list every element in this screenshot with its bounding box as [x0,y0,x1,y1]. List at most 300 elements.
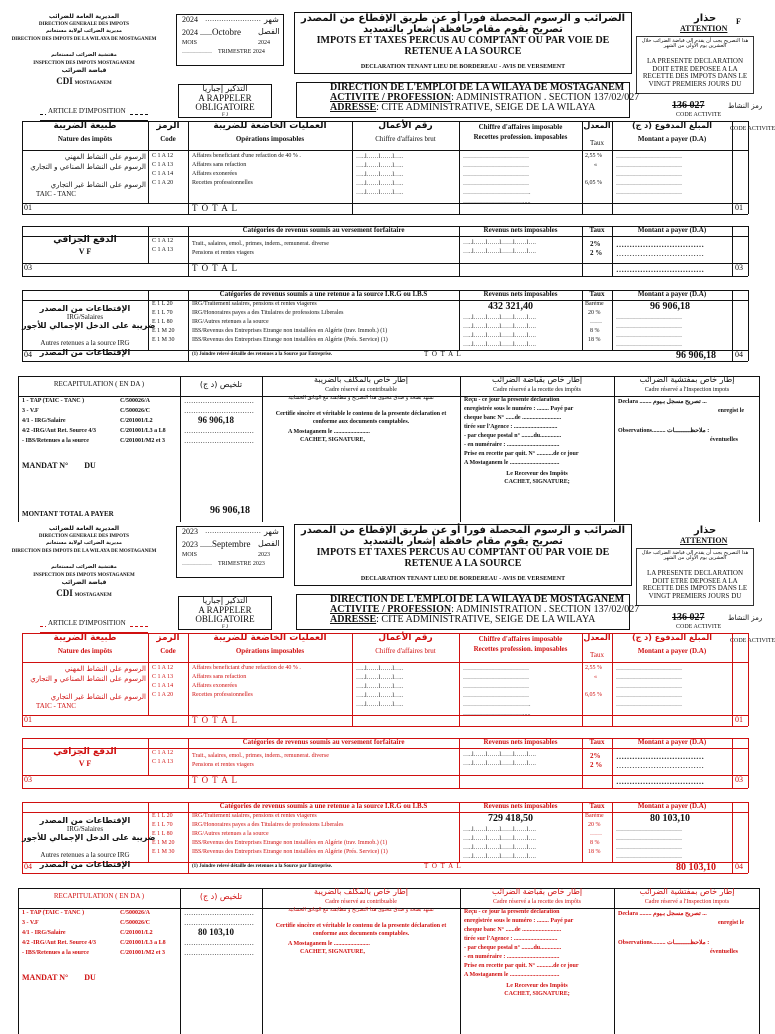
recette-title-ar: إطار خاص بقباضة الضرائب [491,887,583,896]
mandat-label: MANDAT N° DU [22,973,96,982]
subtitle-fr: DECLARATION TENANT LIEU DE BORDEREAU - AVIS DE VERSEMENT [360,576,566,582]
activite-value[interactable]: : ADMINISTRATION . SECTION 137/02/027 [451,92,640,103]
taux-row: 2 % [590,249,603,257]
ops-row: IRG/Autres retenues a la source [192,831,269,837]
taux-row: 8 % [590,840,600,846]
taux-row: 2,55 % [585,153,602,159]
rappel-ar: التذكير إجباريا [202,596,248,605]
ops-row: Affaires exonerées [192,171,238,177]
col-cai: Chiffre d'affaires imposable [478,123,563,131]
col-code: Code [160,135,176,143]
ca-dots[interactable]: …..l……l……l….. …..l……l……l….. …..l……l……l….. …..l……l……l….. …..l……l……l….. [356,666,404,708]
section3-note: (1) Joindre relevé détaille des retenues a la Source par Entreprise. [192,352,333,357]
code-activite-num[interactable]: 136 027 [672,612,705,623]
code-row: C 1 A 12 [152,665,174,671]
col-rec: Recettes profession. imposables [473,133,568,141]
code-activite-ar: رمز النشاط [728,102,763,110]
code-row: C 1 A 12 [152,238,174,244]
code-row: E 1 M 30 [152,337,175,343]
recap-row-code: C/201001/M2 et 3 [120,950,165,956]
recap-row-label: 4/1 - IRG/Salaire [22,930,66,936]
section2-col-rni: Revenus nets imposables [483,226,558,234]
inspection-ar: مفتشية الضرائب لمستغانم [51,564,117,570]
section2-col-rni: Revenus nets imposables [483,738,558,746]
title-ar-2: تصريح يقوم مقام حافظة إشعار بالتسديد [363,536,563,547]
cai-dots[interactable]: …………………………… …………………………… …………………………… …………………………… ……………………………. …………………………..... [463,154,531,205]
code-activite: CODE ACTIVITE [730,638,775,644]
recette-line: tirée sur l'Agence : ............................. [464,424,558,430]
recette-line: cheque banc N° ......de .......................... [464,415,562,421]
attention-label: ATTENTION [680,536,728,545]
contrib-cachet: CACHET, SIGNATURE, [300,949,365,955]
taux-row: 2% [590,752,601,760]
ops-row: Trait., salaires, emol., primes, indem., remunerat. diverse [192,241,329,247]
code-activite-sub: CODE ACTIVITE [676,624,722,630]
recap-row-value[interactable]: 80 103,10 [198,927,234,937]
code-row: E 1 L 80 [152,319,173,325]
inspection-eventuelles: éventuelles [710,949,738,955]
col-code-ar: الرمز [156,121,180,131]
montant-dots[interactable]: …………………………… …………………………… …………………………… …………………………… [616,827,682,860]
dir-wilaya-ar: مديرية الضرائب لولاية مستغانم [46,540,122,546]
contrib-lieu: A Mostaganem le ........................ [288,941,370,947]
inspection: INSPECTION DES IMPOTS MOSTAGANEM [33,573,135,578]
dir-general: DIRECTION GENERALE DES IMPOTS [38,534,130,539]
section3-col-taux: Taux [589,802,605,810]
recette-line: A Mostaganem le ................................. [464,460,560,466]
code-activite-num[interactable]: 136 027 [672,100,705,111]
recap-row-value[interactable]: ………………………… [184,437,254,445]
taux-row: Barème [585,301,604,307]
recette-line: Prise en recette par quit. N° ...........de ce jour [464,451,579,457]
col-taux: Taux [590,139,604,147]
code-row: C 1 A 13 [152,759,174,765]
section2-total: T O T A L [192,263,239,273]
year-2: 2024 [182,28,198,37]
recap-row-label: - IBS/Retenues a la source [22,438,89,444]
recap-title-ar: تلخيص (د ج) [199,380,243,389]
taux-row: 18 % [588,849,601,855]
code-row: E 1 M 30 [152,849,175,855]
recap-row-code: C/500026/A [120,398,150,404]
code-row: E 1 L 70 [152,822,173,828]
irg-ar-3: الإقتطاعات من المصدر [39,860,131,869]
recette-line: Reçu - ce jour la presente déclaration [464,397,560,403]
attention-ar: حذار [694,525,717,536]
year[interactable]: 2023 [182,527,198,536]
irg-autres: Autres retenues a la source IRG [40,851,130,859]
title-fr: IMPOTS ET TAXES PERCUS AU COMPTANT OU PAR VOIE DE RETENUE A LA SOURCE [316,547,610,569]
code-row: E 1 L 20 [152,301,173,307]
irg-autres: Autres retenues a la source IRG [40,339,130,347]
row-num-01: 01 [24,203,32,212]
year[interactable]: 2024 [182,15,198,24]
code-row: C 1 A 13 [152,674,174,680]
taux-row: « [594,674,597,680]
activite-value[interactable]: : ADMINISTRATION . SECTION 137/02/027 [451,604,640,615]
contrib-title: Cadre réservé au contribuable [325,387,397,393]
trimestre-label: TRIMESTRE 2024 [218,49,265,55]
nature-taic: TAIC - TANC [36,190,76,198]
recette-ar: قباضة الضرائب [61,579,107,586]
recap-row-value[interactable]: ………………………… [184,397,254,405]
ops-row: Affaires exonerées [192,683,238,689]
col-montant-ar: المبلغ المدفوع (د ج) [631,121,713,130]
row-num-01-right: 01 [735,715,743,724]
ops-row: Pensions et rentes viagers [192,250,254,256]
code-row: E 1 M 20 [152,328,175,334]
col-ca-ar: رقم الأعمال [378,121,433,131]
section3-header: Catégories de revenus soumis a une retenue a la source I.R.G ou I.B.S [219,290,428,298]
col-nature: Nature des impôts [57,135,113,143]
rni-dots[interactable]: …..l……l……l……l……l…. …..l……l……l……l……l…. …..l……l……l……l……l…. …..l……l……l……l……l…. [463,827,536,860]
inspection-declaration: Declara ........ تصريح مسجل بـيوم ... [618,911,707,917]
nature-line-2: الرسوم على النشاط الصناعي و التجاري [30,163,146,171]
col-ca-ar: رقم الأعمال [378,633,433,643]
taux-row: 8 % [590,328,600,334]
recette-line: enregistrée sous le numéro : ........ Payé par [464,406,574,412]
direction-line: DIRECTION DE L'EMPLOI DE LA WILAYA DE MOSTAGANEM [330,82,625,93]
section1-total: T O T A L [192,715,239,725]
col-montant: Montant a payer (D.A) [637,647,707,655]
code-row: C 1 A 20 [152,692,174,698]
ops-row: Trait., salaires, emol., primes, indem., remunerat. diverse [192,753,329,759]
row-num-01-right: 01 [735,203,743,212]
ops-row: IBS/Revenus des Entreprises Etrange non installées en Algérie (trav. Immob.) (1) [192,328,388,334]
recette-line: - en numéraire : ................................... [464,954,560,960]
ops-row: IRG/Honoraires payes a des Titulaires de professions Liberales [192,310,344,316]
code-row: E 1 L 20 [152,813,173,819]
irg-salaires: IRG/Salaires [66,825,104,833]
inspection-enregistre: enregist le [718,408,745,414]
recap-row-code: C/201001/L3 a L8 [120,428,166,434]
contrib-lieu: A Mostaganem le ........................ [288,429,370,435]
inspection-observations: Observations......... ملاحظـــــــــات : [618,428,710,434]
vf-montant-dots[interactable]: …………………………… …………………………… [616,240,704,258]
section3-header: Catégories de revenus soumis a une retenue a la source I.R.G ou I.B.S [219,802,428,810]
code-row: C 1 A 14 [152,683,174,689]
col-ca: Chiffre d'affaires brut [375,647,436,655]
inspection-ar: مفتشية الضرائب لمستغانم [51,52,117,58]
section2-col-taux: Taux [589,738,605,746]
inspection-title: Cadre réservé a l'Inspection impots [644,387,730,393]
taux-row: 2 % [590,761,603,769]
ops-row: IBS/Revenus des Entreprises Etrange non installées en Algérie (trav. Immob.) (1) [192,840,388,846]
dir-general-ar: المديرية العامة للضرائب [48,13,120,20]
montant-total-label: MONTANT TOTAL A PAYER [22,510,114,518]
tax-declaration-form1: المديرية العامة للضرائب DIRECTION GENERALE DES IMPOTS مديرية الضرائب لولاية مستغانم DIRECTION DES IMPOTS DE LA WILAYA DE MOSTAGANEM مفتشية الضرائب لمستغانم INSPECTION DES IMPOTS MOSTAGANEM قباضة الضرائب CDI MOSTAGANEM 2024 …………………… شهر 2024 ......Octobre الفصل MOIS 2024 …………… TRIMESTRE 2024 الضرائب و الرسوم المحصلة فورا أو عن طريق الإقطاع من المصدر تصريح يقوم مقام حافظة إشعار بالتسديد IMPOTS ET TAXES PERCUS AU COMPTANT OU PAR VOIE DE RETENUE A LA SOURCE DECLARATION TENANT LIEU DE BORDEREAU - AVIS DE VERSEMENT حذار F ATTENTION هذا التصريح يجب أن يقدم إلى قباضة الضرائب خلال العشرين يوم الأولى من الشهر LA PRESENTE DECLARATION DOIT ETRE DEPOSEE A LA RECETTE DES IMPOTS DANS LE VINGT PREMIERS JOURS DU التذكير إجباريا A RAPPELER OBLIGATOIRE F J DIRECTION DE L'EMPLOI DE LA WILAYA DE MOSTAGANEM ACTIVITE / PROFESSION: ADMINISTRATION . SECTION 137/02/027 ADRESSE: CITE ADMINISTRATIVE, SEIGE DE LA WILAYA 136 027 رمز النشاط CODE ACTIVITE CODE ACTIVITE ARTICLE D'IMPOSITION طبيعة الضريبة Nature des impôts الرمز Code العمليات الخاضعة للضريبة Opérations imposables رقم الأعمال Chiffre d'affaires brut Chiffre d'affaires imposable Recettes profession. imposables المعدل Taux المبلغ المدفوع (د ج) Montant a payer (D.A) الرسوم على النشاط المهني الرسوم على النشاط الصناعي و التجاري الرسوم على النشاط غير التجاري TAIC - TANC C 1 A 12 C 1 A 13 C 1 A 14 C 1 A 20 Affaires beneficiant d'une refaction de 40 % . Affaires sans refaction Affaires exonerées Recettes professionnelles …..l……l……l….. …..l……l……l….. …..l……l……l….. …..l……l……l….. …..l……l……l….. …………………………… …………………………… …………………………… …………………………… ……………………………. …………………………..... 2,55 % « 6,05 % …………………………… …………………………… …………………………… …………………………… …………………………… T O T A L 01 01 Catégories de revenus soumis au versement forfaitaire Revenus nets imposables Taux Montant a payer (D.A) الدفع الجزافي V F C 1 A 12 C 1 A 13 Trait., salaires, emol., primes, indem., remunerat. diverse Pensions et rentes viagers …..l……l……l……l……l…. …..l……l……l……l……l…. 2% 2 % …………………………… …………………………… T O T A L …………………………… 03 03 Catégories de revenus soumis a une retenue a la source I.R.G ou I.B.S Revenus nets imposables Taux Montant a payer (D.A) الإقتطاعات من المصدر IRG/Salaires ضريبة على الدخل الإجمالي للأجور Autres retenues a la source IRG الإقتطاعات من المصدر E 1 L 20 E 1 L 70 E 1 L 80 E 1 M 20 E 1 M 30 IRG/Traitement salaires, pensions et rentes viageres IRG/Honoraires payes a des Titulaires de professions Liberales IRG/Autres retenues a la source IBS/Revenus des Entreprises Etrange non installées en Algérie (trav. Immob.) (1) IBS/Revenus des Entreprises Etrange non installées en Algérie (Prés. Service) (1) (1) Joindre relevé détaille des retenues a la Source par Entreprise. T O T A L 432 321,40 …..l……l……l……l……l…. …..l……l……l……l……l…. …..l……l……l……l……l…. …..l……l……l……l……l…. Barème 20 % …… 8 % 18 % 96 906,18 …………………………… …………………………… …………………………… …………………………… 96 906,18 04 04 RECAPITULATION ( EN DA ) تلخيص (د ج) إطار خاص بالمكلف بالضريبة Cadre réservé au contribuable إطار خاص بقباضة الضرائب Cadre réservé a la recette des impôts إطار خاص بمفتشية الضرائب Cadre réservé a l'Inspection impots 1 - TAP (TAIC - TANC ) C/500026/A ………………………… 3 - V.F C/500026/C ………………………… 4/1 - IRG/Salaire C/201001/L2 96 906,18 4/2 -IRG/Aut Ret. Source 4/3 C/201001/L3 a L8 ………………………… - IBS/Retenues a la source C/201001/M2 et 3 ………………………… MANDAT N° DU MONTANT TOTAL A PAYER 96 906,18 نشهد بصحة و صدق محتوى هذا التصريح و مطابقته مع الوثائق الحسابية Certifie sincère et véritable le contenu de la presente déclaration et conforme aux documents comptables. A Mostaganem le ........................ CACHET, SIGNATURE, Reçu - ce jour la presente déclaration enregistrée sous le numéro : ........ Payé par cheque banc N° ......de .......................... tirée sur l'Agence : ............................. - par cheque postal n° ........du.............. - en numéraire : ................................... Prise en recette par quit. N° ...........de ce jour A Mostaganem le ................................. Le Receveur des Impôts CACHET, SIGNATURE; Declara ........ تصريح مسجل بـيوم ... enregist le Observations......... ملاحظـــــــــات : éventuelles [0,0,768,512]
dir-wilaya: DIRECTION DES IMPOTS DE LA WILAYA DE MOSTAGANEM [11,37,157,42]
taux-row: …… [590,831,602,837]
row-num-03: 03 [24,263,32,272]
ops-row: IRG/Honoraires payes a des Titulaires de professions Liberales [192,822,344,828]
recap-title: RECAPITULATION ( EN DA ) [53,380,145,388]
recap-row-code: C/201001/M2 et 3 [120,438,165,444]
month-name[interactable]: Octobre [212,27,241,37]
recap-row-code: C/500026/C [120,920,150,926]
inspection-title: Cadre réservé a l'Inspection impots [644,899,730,905]
row-num-04: 04 [24,862,32,871]
recap-row-code: C/201001/L2 [120,418,153,424]
code-row: E 1 M 20 [152,840,175,846]
article-label: ARTICLE D'IMPOSITION [48,619,126,627]
col-rec: Recettes profession. imposables [473,645,568,653]
vf: V F [78,247,92,256]
attention-text-ar: هذا التصريح يجب أن يقدم إلى قباضة الضرائب خلال العشرين يوم الأولى من الشهر [641,550,749,562]
row-num-04: 04 [24,350,32,359]
inspection: INSPECTION DES IMPOTS MOSTAGANEM [33,61,135,66]
code-row: E 1 L 80 [152,831,173,837]
irg-ar-3: الإقتطاعات من المصدر [39,348,131,357]
rni-dots[interactable]: …..l……l……l……l……l…. …..l……l……l……l……l…. [463,752,536,767]
tax-declaration-form2: المديرية العامة للضرائب DIRECTION GENERALE DES IMPOTS مديرية الضرائب لولاية مستغانم DIRECTION DES IMPOTS DE LA WILAYA DE MOSTAGANEM مفتشية الضرائب لمستغانم INSPECTION DES IMPOTS MOSTAGANEM قباضة الضرائب CDI MOSTAGANEM 2023 …………………… شهر 2023 ......Septembre الفصل MOIS 2023 …………… TRIMESTRE 2023 الضرائب و الرسوم المحصلة فورا أو عن طريق الإقطاع من المصدر تصريح يقوم مقام حافظة إشعار بالتسديد IMPOTS ET TAXES PERCUS AU COMPTANT OU PAR VOIE DE RETENUE A LA SOURCE DECLARATION TENANT LIEU DE BORDEREAU - AVIS DE VERSEMENT حذار ATTENTION هذا التصريح يجب أن يقدم إلى قباضة الضرائب خلال العشرين يوم الأولى من الشهر LA PRESENTE DECLARATION DOIT ETRE DEPOSEE A LA RECETTE DES IMPOTS DANS LE VINGT PREMIERS JOURS DU التذكير إجباريا A RAPPELER OBLIGATOIRE F J DIRECTION DE L'EMPLOI DE LA WILAYA DE MOSTAGANEM ACTIVITE / PROFESSION: ADMINISTRATION . SECTION 137/02/027 ADRESSE: CITE ADMINISTRATIVE, SEIGE DE LA WILAYA 136 027 رمز النشاط CODE ACTIVITE CODE ACTIVITE ARTICLE D'IMPOSITION طبيعة الضريبة Nature des impôts الرمز Code العمليات الخاضعة للضريبة Opérations imposables رقم الأعمال Chiffre d'affaires brut Chiffre d'affaires imposable Recettes profession. imposables المعدل Taux المبلغ المدفوع (د ج) Montant a payer (D.A) الرسوم على النشاط المهني الرسوم على النشاط الصناعي و التجاري الرسوم على النشاط غير التجاري TAIC - TANC C 1 A 12 C 1 A 13 C 1 A 14 C 1 A 20 Affaires beneficiant d'une refaction de 40 % . Affaires sans refaction Affaires exonerées Recettes professionnelles …..l……l……l….. …..l……l……l….. …..l……l……l….. …..l……l……l….. …..l……l……l….. …………………………… …………………………… …………………………… …………………………… ……………………………. …………………………..... 2,55 % « 6,05 % …………………………… …………………………… …………………………… …………………………… …………………………… T O T A L 01 01 Catégories de revenus soumis au versement forfaitaire Revenus nets imposables Taux Montant a payer (D.A) الدفع الجزافي V F C 1 A 12 C 1 A 13 Trait., salaires, emol., primes, indem., remunerat. diverse Pensions et rentes viagers …..l……l……l……l……l…. …..l……l……l……l……l…. 2% 2 % …………………………… …………………………… T O T A L …………………………… 03 03 Catégories de revenus soumis a une retenue a la source I.R.G ou I.B.S Revenus nets imposables Taux Montant a payer (D.A) الإقتطاعات من المصدر IRG/Salaires ضريبة على الدخل الإجمالي للأجور Autres retenues a la source IRG الإقتطاعات من المصدر E 1 L 20 E 1 L 70 E 1 L 80 E 1 M 20 E 1 M 30 IRG/Traitement salaires, pensions et rentes viageres IRG/Honoraires payes a des Titulaires de professions Liberales IRG/Autres retenues a la source IBS/Revenus des Entreprises Etrange non installées en Algérie (trav. Immob.) (1) IBS/Revenus des Entreprises Etrange non installées en Algérie (Prés. Service) (1) (1) Joindre relevé détaille des retenues a la Source par Entreprise. T O T A L 729 418,50 …..l……l……l……l……l…. …..l……l……l……l……l…. …..l……l……l……l……l…. …..l……l……l……l……l…. Barème 20 % …… 8 % 18 % 80 103,10 …………………………… …………………………… …………………………… …………………………… 80 103,10 04 04 RECAPITULATION ( EN DA ) تلخيص (د ج) إطار خاص بالمكلف بالضريبة Cadre réservé au contribuable إطار خاص بقباضة الضرائب Cadre réservé a la recette des impôts إطار خاص بمفتشية الضرائب Cadre réservé a l'Inspection impots 1 - TAP (TAIC - TANC ) C/500026/A ………………………… 3 - V.F C/500026/C ………………………… 4/1 - IRG/Salaire C/201001/L2 80 103,10 4/2 -IRG/Aut Ret. Source 4/3 C/201001/L3 a L8 ………………………… - IBS/Retenues a la source C/201001/M2 et 3 ………………………… MANDAT N° DU نشهد بصحة و صدق محتوى هذا التصريح و مطابقته مع الوثائق الحسابية Certifie sincère et véritable le contenu de la presente déclaration et conforme aux documents comptables. A Mostaganem le ........................ CACHET, SIGNATURE, Reçu - ce jour la presente déclaration enregistrée sous le numéro : ........ Payé par cheque banc N° ......de .......................... tirée sur l'Agence : ............................. - par cheque postal n° ........du.............. - en numéraire : ................................... Prise en recette par quit. N° ...........de ce jour A Mostaganem le ................................. Le Receveur des Impôts CACHET, SIGNATURE; Declara ........ تصريح مسجل بـيوم ... enregist le Observations......... ملاحظـــــــــات : éventuelles [0,512,768,1024]
montant-dots[interactable]: …………………………… …………………………… …………………………… …………………………… …………………………… [616,666,682,708]
col-taux: Taux [590,651,604,659]
ops-row: Affaires beneficiant d'une refaction de 40 % . [192,665,301,671]
month-name[interactable]: Septembre [212,539,251,549]
cdi-city: MOSTAGANEM [74,81,112,86]
irg-ar-1: الإقتطاعات من المصدر [39,816,131,825]
recette-title: Cadre réservé a la recette des impôts [493,387,581,393]
code-row: C 1 A 13 [152,162,174,168]
inspection-eventuelles: éventuelles [710,437,738,443]
attention-label: ATTENTION [680,24,728,33]
row-num-03: 03 [24,775,32,784]
col-code-ar: الرمز [156,633,180,643]
section3-col-montant: Montant a payer (D.A) [637,802,707,810]
taux-row: …… [590,319,602,325]
recette-ar: قباضة الضرائب [61,67,107,74]
section2-header: Catégories de revenus soumis au versement forfaitaire [242,226,405,234]
recette-title-ar: إطار خاص بقباضة الضرائب [491,375,583,384]
taux-row: 6,05 % [585,692,602,698]
col-ca: Chiffre d'affaires brut [375,135,436,143]
month-label-ar: شهر [264,527,279,536]
col-cai: Chiffre d'affaires imposable [478,635,563,643]
code-row: C 1 A 14 [152,171,174,177]
cdi-city: MOSTAGANEM [74,593,112,598]
montant-dots[interactable]: …………………………… …………………………… …………………………… …………………………… [616,315,682,348]
taux-row: 2% [590,240,601,248]
recap-row-label: 4/2 -IRG/Aut Ret. Source 4/3 [22,428,97,434]
mois-label: MOIS [182,552,198,558]
recap-row-value[interactable]: ………………………… [184,909,254,917]
title-ar-2: تصريح يقوم مقام حافظة إشعار بالتسديد [363,24,563,35]
recap-row-value[interactable]: 96 906,18 [198,415,234,425]
recette-line: - par cheque postal n° ........du.............. [464,433,562,439]
cdi-line [8,589,160,598]
section3-col-rni: Revenus nets imposables [483,290,558,298]
recap-row-value[interactable]: ………………………… [184,939,254,947]
montant-value[interactable]: 80 103,10 [650,813,690,824]
recap-row-code: C/500026/C [120,408,150,414]
contrib-text-ar: نشهد بصحة و صدق محتوى هذا التصريح و مطابقته مع الوثائق الحسابية [288,907,434,913]
section2-col-montant: Montant a payer (D.A) [637,226,707,234]
recap-row-label: 1 - TAP (TAIC - TANC ) [22,398,85,404]
direction-line: DIRECTION DE L'EMPLOI DE LA WILAYA DE MOSTAGANEM [330,594,625,605]
rni-dots[interactable]: …..l……l……l……l……l…. …..l……l……l……l……l…. …..l……l……l……l……l…. …..l……l……l……l……l…. [463,315,536,348]
taux-row: Barème [585,813,604,819]
code-row: C 1 A 12 [152,750,174,756]
recap-row-value[interactable]: ………………………… [184,919,254,927]
dir-wilaya: DIRECTION DES IMPOTS DE LA WILAYA DE MOSTAGANEM [11,549,157,554]
code-row: C 1 A 13 [152,247,174,253]
section2-col-taux: Taux [589,226,605,234]
subtitle-fr: DECLARATION TENANT LIEU DE BORDEREAU - AVIS DE VERSEMENT [360,64,566,70]
attention-ar: حذار [694,13,717,24]
ops-row: Recettes professionnelles [192,180,253,186]
title-fr: IMPOTS ET TAXES PERCUS AU COMPTANT OU PAR VOIE DE RETENUE A LA SOURCE [316,35,610,57]
inspection-title-ar: إطار خاص بمفتشية الضرائب [639,887,735,896]
recette-line: cheque banc N° ......de .......................... [464,927,562,933]
ops-row: IRG/Autres retenues a la source [192,319,269,325]
recap-row-value[interactable]: ………………………… [184,407,254,415]
title-ar: الضرائب و الرسوم المحصلة فورا أو عن طريق الإقطاع من المصدر [300,13,626,24]
mandat-label: MANDAT N° DU [22,461,96,470]
attention-text: LA PRESENTE DECLARATION DOIT ETRE DEPOSEE A LA RECETTE DES IMPOTS DANS LE VINGT PREMIERS JOURS DU [642,57,748,89]
recette-title: Cadre réservé a la recette des impôts [493,899,581,905]
recap-row-value[interactable]: ………………………… [184,427,254,435]
recap-row-value[interactable]: ………………………… [184,949,254,957]
rni-value[interactable]: 432 321,40 [488,301,533,312]
ops-row: IBS/Revenus des Entreprises Etrange non installées en Algérie (Prés. Service) (1) [192,849,388,855]
taux-row: 20 % [588,822,601,828]
col-ops-ar: العمليات الخاضعة للضريبة [213,633,327,643]
montant-total-value[interactable]: 96 906,18 [210,505,250,516]
irg-ar-1: الإقتطاعات من المصدر [39,304,131,313]
recap-row-label: 4/1 - IRG/Salaire [22,418,66,424]
section3-col-taux: Taux [589,290,605,298]
adresse-value[interactable]: : CITE ADMINISTRATIVE, SEIGE DE LA WILAYA [376,102,596,113]
adresse-label: ADRESSE [330,614,377,625]
vf: V F [78,759,92,768]
ops-row: Pensions et rentes viagers [192,762,254,768]
rappel-fj: F J [222,625,228,630]
total-value[interactable]: 96 906,18 [676,350,716,361]
ca-dots[interactable]: …..l……l……l….. …..l……l……l….. …..l……l……l….. …..l……l……l….. …..l……l……l….. [356,154,404,196]
mois-label: MOIS [182,40,198,46]
taux-row: 20 % [588,310,601,316]
cai-dots[interactable]: …………………………… …………………………… …………………………… …………………………… ……………………………. …………………………..... [463,666,531,717]
rappel-label: A RAPPELER OBLIGATOIRE [195,93,255,113]
row-num-03-right: 03 [735,263,743,272]
activite-label: ACTIVITE / PROFESSION [330,604,452,615]
article-label: ARTICLE D'IMPOSITION [48,107,126,115]
recette-receveur: Le Receveur des Impôts [506,983,568,989]
total-value[interactable]: 80 103,10 [676,862,716,873]
recap-row-label: - IBS/Retenues a la source [22,950,89,956]
recette-line: - par cheque postal n° ........du.............. [464,945,562,951]
recap-row-code: C/500026/A [120,910,150,916]
irg-ar-2: ضريبة على الدخل الإجمالي للأجور [22,321,156,330]
f-letter: F [736,17,741,26]
section2-col-montant: Montant a payer (D.A) [637,738,707,746]
col-nature: Nature des impôts [57,647,113,655]
recette-cachet: CACHET, SIGNATURE; [504,991,570,997]
ops-row: Affaires beneficiant d'une refaction de 40 % . [192,153,301,159]
mois-year: 2023 [258,552,270,558]
code-row: C 1 A 12 [152,153,174,159]
montant-value[interactable]: 96 906,18 [650,301,690,312]
col-taux-ar: المعدل [583,121,611,130]
adresse-label: ADRESSE [330,102,377,113]
rni-dots[interactable]: …..l……l……l……l……l…. …..l……l……l……l……l…. [463,240,536,255]
ops-row: IBS/Revenus des Entreprises Etrange non installées en Algérie (Prés. Service) (1) [192,337,388,343]
col-montant-ar: المبلغ المدفوع (د ج) [631,633,713,642]
quarter-label-ar: الفصل [258,539,280,548]
ops-row: Recettes professionnelles [192,692,253,698]
activite-label: ACTIVITE / PROFESSION [330,92,452,103]
vf-ar: الدفع الجزافي [53,747,117,757]
recap-row-code: C/201001/L3 a L8 [120,940,166,946]
recap-title-ar: تلخيص (د ج) [199,892,243,901]
irg-ar-2: ضريبة على الدخل الإجمالي للأجور [22,833,156,842]
taux-row: 6,05 % [585,180,602,186]
recette-line: A Mostaganem le ................................. [464,972,560,978]
contrib-title-ar: إطار خاص بالمكلف بالضريبة [313,375,409,384]
contrib-certif: Certifie sincère et véritable le contenu de la presente déclaration et conforme aux documents comptables. [275,923,447,937]
col-ops: Opérations imposables [235,135,305,143]
section3-col-rni: Revenus nets imposables [483,802,558,810]
recap-row-label: 1 - TAP (TAIC - TANC ) [22,910,85,916]
ops-row: Affaires sans refaction [192,162,247,168]
section2-header: Catégories de revenus soumis au versement forfaitaire [242,738,405,746]
row-num-04-right: 04 [735,862,743,871]
cdi-label: CDI [56,76,73,86]
col-taux-ar: المعدل [583,633,611,642]
title-ar: الضرائب و الرسوم المحصلة فورا أو عن طريق الإقطاع من المصدر [300,525,626,536]
code-row: E 1 L 70 [152,310,173,316]
contrib-title-ar: إطار خاص بالمكلف بالضريبة [313,887,409,896]
nature-taic: TAIC - TANC [36,702,76,710]
row-num-03-right: 03 [735,775,743,784]
recette-line: enregistrée sous le numéro : ........ Payé par [464,918,574,924]
mois-year: 2024 [258,40,270,46]
adresse-value[interactable]: : CITE ADMINISTRATIVE, SEIGE DE LA WILAYA [376,614,596,625]
rni-value[interactable]: 729 418,50 [488,813,533,824]
contrib-certif: Certifie sincère et véritable le contenu de la presente déclaration et conforme aux documents comptables. [275,411,447,425]
recap-row-code: C/201001/L2 [120,930,153,936]
code-activite: CODE ACTIVITE [730,126,775,132]
section2-total: T O T A L [192,775,239,785]
recette-line: Reçu - ce jour la presente déclaration [464,909,560,915]
contrib-title: Cadre réservé au contribuable [325,899,397,905]
section3-total: T O T A L [424,862,462,870]
dir-wilaya-ar: مديرية الضرائب لولاية مستغانم [46,28,122,34]
col-montant: Montant a payer (D.A) [637,135,707,143]
contrib-cachet: CACHET, SIGNATURE, [300,437,365,443]
nature-line-3: الرسوم على النشاط غير التجاري [50,693,146,701]
month-label-ar: شهر [264,15,279,24]
recette-cachet: CACHET, SIGNATURE; [504,479,570,485]
vf-montant-dots[interactable]: …………………………… …………………………… [616,752,704,770]
cdi-label: CDI [56,588,73,598]
inspection-title-ar: إطار خاص بمفتشية الضرائب [639,375,735,384]
inspection-enregistre: enregist le [718,920,745,926]
inspection-declaration: Declara ........ تصريح مسجل بـيوم ... [618,399,707,405]
dir-general-ar: المديرية العامة للضرائب [48,525,120,532]
recap-row-label: 3 - V.F [22,408,39,414]
ops-row: IRG/Traitement salaires, pensions et rentes viageres [192,301,317,307]
recap-title: RECAPITULATION ( EN DA ) [53,892,145,900]
row-num-04-right: 04 [735,350,743,359]
col-code: Code [160,647,176,655]
code-activite-ar: رمز النشاط [728,614,763,622]
recette-line: tirée sur l'Agence : ............................. [464,936,558,942]
code-activite-sub: CODE ACTIVITE [676,112,722,118]
montant-dots[interactable]: …………………………… …………………………… …………………………… …………………………… …………………………… [616,154,682,196]
col-nature-ar: طبيعة الضريبة [53,121,117,131]
